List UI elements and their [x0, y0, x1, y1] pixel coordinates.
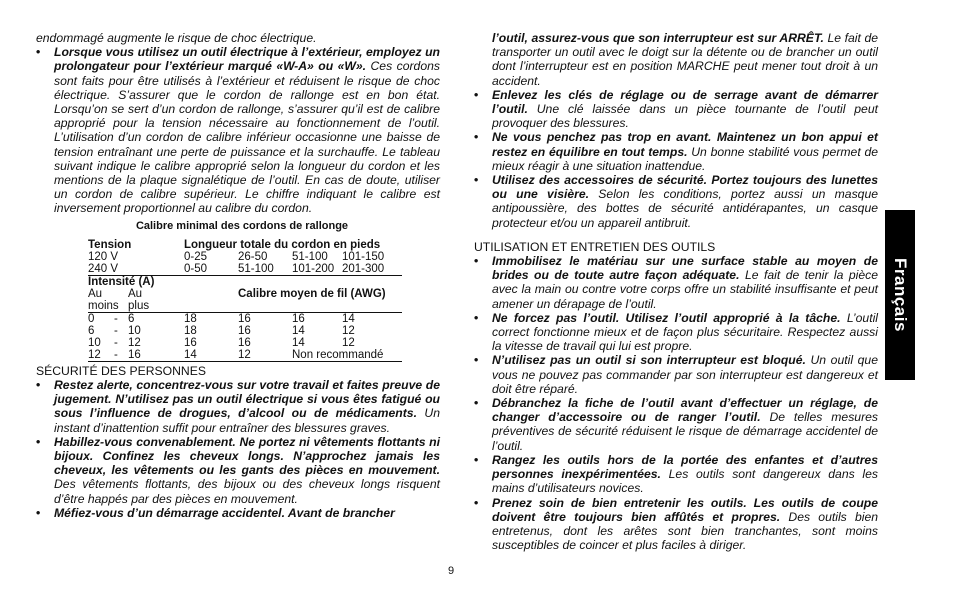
bullet-dot-icon: •	[36, 378, 41, 393]
table-row: 6 - 10 18 16 14 12	[88, 324, 355, 337]
volt-row-120: 120 V 0-25 26-50 51-100 101-150	[88, 250, 385, 263]
tension-label: Tension	[88, 238, 132, 251]
bullet-bold: Lorsque vous utilisez un outil électrique à l’extérieur, employez un prolongateur pour l’extérieur marqué «W-A» ou «W».	[54, 45, 440, 74]
bullet-store-tools: • Rangez les outils hors de la portée des enfantes et d’autres personnes inexpérimentées. Les outils sont dangereux dans les mains d’utilisateurs novices.	[474, 452, 878, 496]
cord-gauge-table	[88, 239, 402, 362]
bullet-switch-blocked: • N’utilisez pas un outil si son interrupteur est bloqué. Un outil que vous ne pouvez pas commander par son interrupteur est dangereux et doit être réparé.	[474, 353, 878, 396]
right-column	[474, 31, 878, 552]
table-header-row	[88, 239, 402, 251]
bullet-dot-icon: •	[474, 495, 479, 510]
bullet-dress-properly: • Habillez-vous convenablement. Ne portez ni vêtements flottants ni bijoux. Confinez les cheveux longs. N’approchez jamais les cheveux, les vêtements ou les gants des pièces en mouvement. Des vêtements flottants, des bijoux ou des cheveux longs risquent d’être happés par des pièces en mouvement.	[36, 434, 440, 506]
bullet-dot-icon: •	[474, 87, 479, 102]
amp-label: Intensité (A)	[88, 275, 402, 288]
bullet-maintain-tools: • Prenez soin de bien entretenir les outils. Les outils de coupe doivent être toujours bien affûtés et propres. Des outils bien entretenus, dont les arêtes sont bien tranchantes, sont moins susceptibles de coincer et plus faciles à diriger.	[474, 495, 879, 553]
continued-bullet: l’outil, assurez-vous que son interrupteur est sur ARRÊT. Le fait de transporter un outil avec le doigt sur la détente ou de brancher un outil dont l’interrupteur est en position MARCHE peut mener tout droit à un accident.	[492, 31, 879, 88]
bullet-stay-alert: • Restez alerte, concentrez-vous sur votre travail et faites preuve de jugement. N’utilisez pas un outil électrique si vous êtes fatigué ou sous l’influence de drogues, d’alcool ou de médicaments. Un instant d’inattention suffit pour entraîner des blessures graves.	[36, 378, 440, 435]
bullet-dot-icon: •	[474, 353, 479, 368]
bullet-unplug: • Débranchez la fiche de l’outil avant d’effectuer un réglage, de changer d’accessoire ou de ranger l’outil. De telles mesures préventives de sécurité réduisent le risque de démarrage accidentel de l’outil.	[474, 396, 878, 453]
bullet-dot-icon: •	[474, 254, 479, 269]
gauge-label: Calibre moyen de fil (AWG)	[238, 287, 386, 300]
section-title-personal-safety: SÉCURITÉ DES PERSONNES	[36, 363, 206, 378]
bullet-do-not-overreach: • Ne vous penchez pas trop en avant. Maintenez un bon appui et restez en équilibre en tout temps. Un bonne stabilité vous permet de mieux réagir à une situation inattendue.	[474, 130, 879, 173]
au-row: Au Au Calibre moyen de fil (AWG)	[88, 288, 402, 300]
bullet-dot-icon: •	[36, 434, 41, 449]
bullet-dot-icon: •	[474, 396, 479, 411]
amp-label-row	[88, 275, 402, 288]
language-tab-label: Français	[891, 258, 911, 332]
bullet-outdoor-cord	[36, 45, 440, 215]
bullet-dot-icon: •	[474, 310, 479, 325]
page-number: 9	[448, 565, 455, 577]
table-row: 0 - 6 18 16 16 14	[88, 312, 402, 325]
bullet-do-not-force: • Ne forcez pas l’outil. Utilisez l’outil approprié à la tâche. L’outil correct fonctionne mieux et de façon plus sécuritaire. Respectez aussi la vitesse de travail qui lui est propre.	[474, 310, 878, 354]
bullet-remove-keys: • Enlevez les clés de réglage ou de serrage avant de démarrer l’outil. Une clé laissée dans un pièce tournante de l’outil peut provoquer des blessures.	[474, 87, 878, 131]
section-title-tool-use: UTILISATION ET ENTRETIEN DES OUTILS	[474, 239, 716, 254]
table-caption: Calibre minimal des cordons de rallonge	[135, 219, 349, 232]
bullet-dot-icon: •	[474, 173, 479, 188]
moins-plus-row: moins plus	[88, 299, 150, 312]
table-row: 10 - 12 16 16 14 12	[88, 336, 355, 349]
bullet-safety-equipment: • Utilisez des accessoires de sécurité. Portez toujours des lunettes ou une visière. Selon les conditions, portez aussi un masque antipoussière, des bottes de sécurité antidérapantes, un casque protecteur et/ou un appareil antibruit.	[474, 173, 878, 230]
bullet-dot-icon: •	[36, 45, 41, 60]
left-column	[36, 31, 440, 520]
bullet-text: Ces cordons sont faits pour être utilisés à l’extérieur et réduisent le risque de choc électrique. S’assurer que le cordon de rallonge est en bon état. Lorsqu’on se sert d’un cordon de rallonge, s’assurer qu’il est de calibre approprié pour la tension nécessaire au fonctionnement de l’outil. L’utilisation d’un cordon de calibre inférieur occasionne une baisse de tension entraînant une perte de puissance et la surchauffe. Le tableau suivant indique le calibre approprié selon la longueur du cordon et les mentions de la plaque signalétique de l’outil. En cas de doute, utiliser un cordon de calibre supérieur. Le chiffre indiquant le calibre est inversement proportionnel au calibre du cordon.	[54, 59, 440, 216]
bullet-accidental-start: • Méfiez-vous d’un démarrage accidentel. Avant de brancher	[36, 505, 395, 520]
length-label: Longueur totale du cordon en pieds	[184, 238, 381, 251]
table-row: 12 - 16 14 12 Non recommandé	[88, 349, 402, 362]
bullet-secure-work: • Immobilisez le matériau sur une surface stable au moyen de brides ou de toute autre façon adéquate. Le fait de tenir la pièce avec la main ou contre votre corps offre un stabilité insuffisante et peut amener un dérapage de l’outil.	[474, 254, 878, 311]
continued-text: endommagé augmente le risque de choc électrique.	[36, 31, 317, 45]
language-side-tab	[885, 210, 915, 380]
bullet-dot-icon: •	[474, 452, 479, 467]
bullet-dot-icon: •	[474, 130, 479, 145]
volt-row-240: 240 V 0-50 51-100 101-200 201-300	[88, 262, 385, 275]
bullet-dot-icon: •	[36, 505, 41, 520]
